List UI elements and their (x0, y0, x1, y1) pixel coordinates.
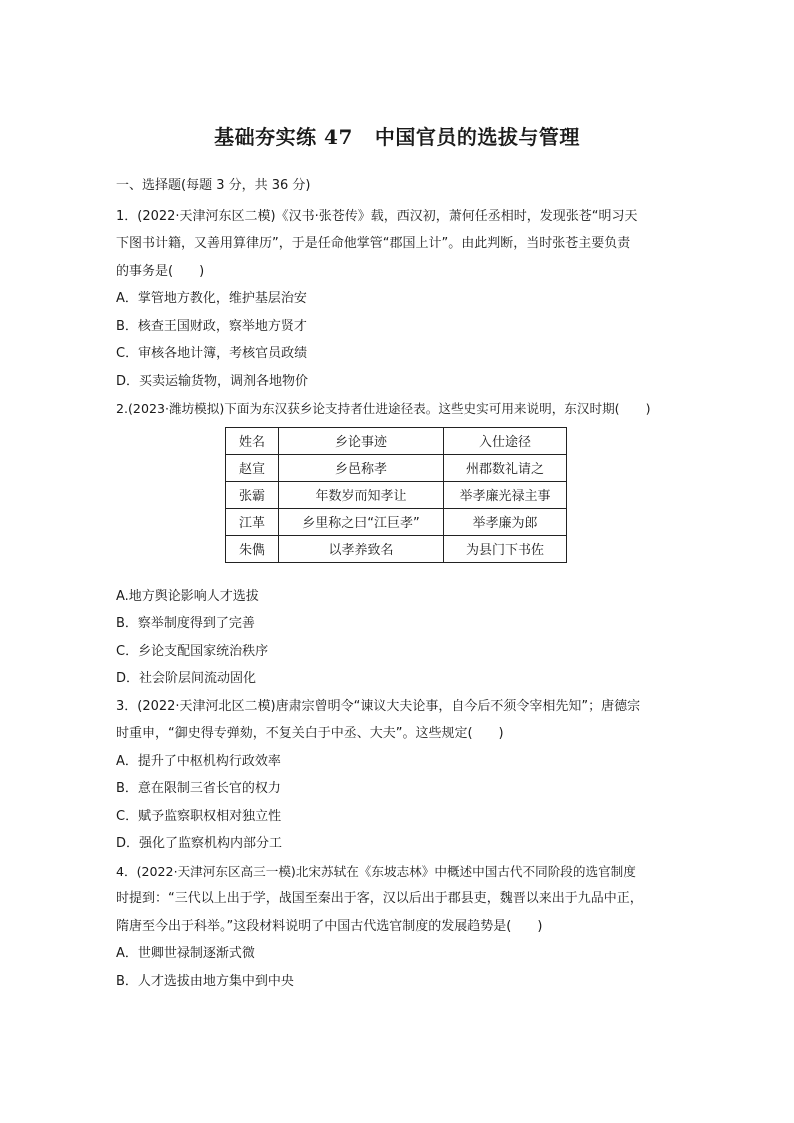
table-header-cell: 姓名 (226, 427, 279, 454)
table-row (226, 481, 567, 508)
q4-paren-close: ) (537, 918, 543, 934)
page-title (0, 121, 794, 150)
q2-stem-line (116, 395, 681, 423)
q3-stem-text: 时重申，“御史得专弹劾，不复关白于中丞、大夫”。这些规定( (116, 726, 473, 741)
q1-stem-line-2: 下图书计籍，又善用算律历”，于是任命他掌管“郡国上计”。由此判断，当时张苍主要负责 (116, 236, 631, 251)
q2-option-d: D．社会阶层间流动固化 (116, 671, 257, 686)
table-cell: 张霸 (226, 481, 279, 508)
question-3 (116, 693, 681, 858)
table-cell: 年数岁而知孝让 (279, 481, 444, 508)
q3-option-b: B．意在限制三省长官的权力 (116, 781, 281, 796)
q2-paren-close: ) (645, 401, 651, 416)
table-header-cell: 乡论事迹 (279, 427, 444, 454)
table-cell: 举孝廉光禄主事 (444, 481, 567, 508)
q1-stem-line-1: 1．(2022·天津河东区二模)《汉书·张苍传》载，西汉初，萧何任丞相时，发现张苍“明习天 (116, 208, 638, 224)
q4-stem-line-1: 4．(2022·天津河东区高三一模)北宋苏轼在《东坡志林》中概述中国古代不同阶段的选官制度 (116, 863, 636, 879)
table-cell: 为县门下书佐 (444, 535, 567, 562)
title-sub: 中国官员的选拔与管理 (374, 125, 580, 149)
q1-option-c: C．审核各地计簿，考核官员政绩 (116, 346, 308, 361)
q3-stem-line-2 (116, 720, 681, 748)
table-row (226, 508, 567, 535)
q2-table (225, 427, 567, 563)
q3-stem-line-1: 3．(2022·天津河北区二模)唐肃宗曾明令“谏议大夫论事，自今后不须令宰相先知”；唐德宗 (116, 698, 641, 714)
table-cell: 朱儁 (226, 535, 279, 562)
table-cell: 乡邑称孝 (279, 454, 444, 481)
q3-option-c: C．赋予监察职权相对独立性 (116, 808, 282, 824)
q1-stem-line-3 (116, 258, 681, 286)
question-2 (116, 395, 681, 693)
q2-option-b: B．察举制度得到了完善 (116, 616, 255, 631)
table-row (226, 535, 567, 562)
q2-options (116, 583, 681, 693)
q2-option-c: C．乡论支配国家统治秩序 (116, 643, 269, 659)
table-cell: 州郡数礼请之 (444, 454, 567, 481)
q4-option-a: A．世卿世禄制逐渐式微 (116, 946, 255, 961)
question-content (116, 172, 681, 995)
q1-stem-text: 的事务是( (116, 263, 174, 279)
table-cell: 赵宣 (226, 454, 279, 481)
q4-stem-line-2: 时提到：“三代以上出于学，战国至秦出于客，汉以后出于郡县吏，魏晋以来出于九品中正， (116, 891, 643, 906)
q4-option-b: B．人才选拔由地方集中到中央 (116, 973, 294, 989)
table-header-row (226, 427, 567, 454)
q4-stem-line-3 (116, 913, 681, 941)
q3-option-d: D．强化了监察机构内部分工 (116, 836, 283, 851)
q1-option-b: B．核查王国财政，察举地方贤才 (116, 318, 307, 334)
table-cell: 江革 (226, 508, 279, 535)
q2-stem-text: 2.(2023·潍坊模拟)下面为东汉获乡论支持者仕进途径表。这些史实可用来说明，东汉时期( (116, 401, 620, 416)
q4-stem-text: 隋唐至今出于科举。”这段材料说明了中国古代选官制度的发展趋势是( (116, 918, 512, 934)
q1-option-a: A．掌管地方教化，维护基层治安 (116, 291, 307, 306)
question-1 (116, 203, 681, 396)
q1-option-d: D．买卖运输货物，调剂各地物价 (116, 373, 309, 389)
q3-paren-close: ) (498, 726, 504, 741)
title-main: 基础夯实练 47 (214, 125, 353, 149)
q2-option-a: A.地方舆论影响人才选拔 (116, 588, 259, 604)
q1-paren-close: ) (199, 263, 205, 279)
question-4 (116, 858, 681, 996)
section-heading: 一、选择题(每题 3 分，共 36 分) (116, 178, 311, 193)
table-header-cell: 入仕途径 (444, 427, 567, 454)
table-row (226, 454, 567, 481)
table-cell: 乡里称之曰“江巨孝” (279, 508, 444, 535)
q3-option-a: A．提升了中枢机构行政效率 (116, 753, 281, 769)
table-cell: 以孝养致名 (279, 535, 444, 562)
table-cell: 举孝廉为郎 (444, 508, 567, 535)
